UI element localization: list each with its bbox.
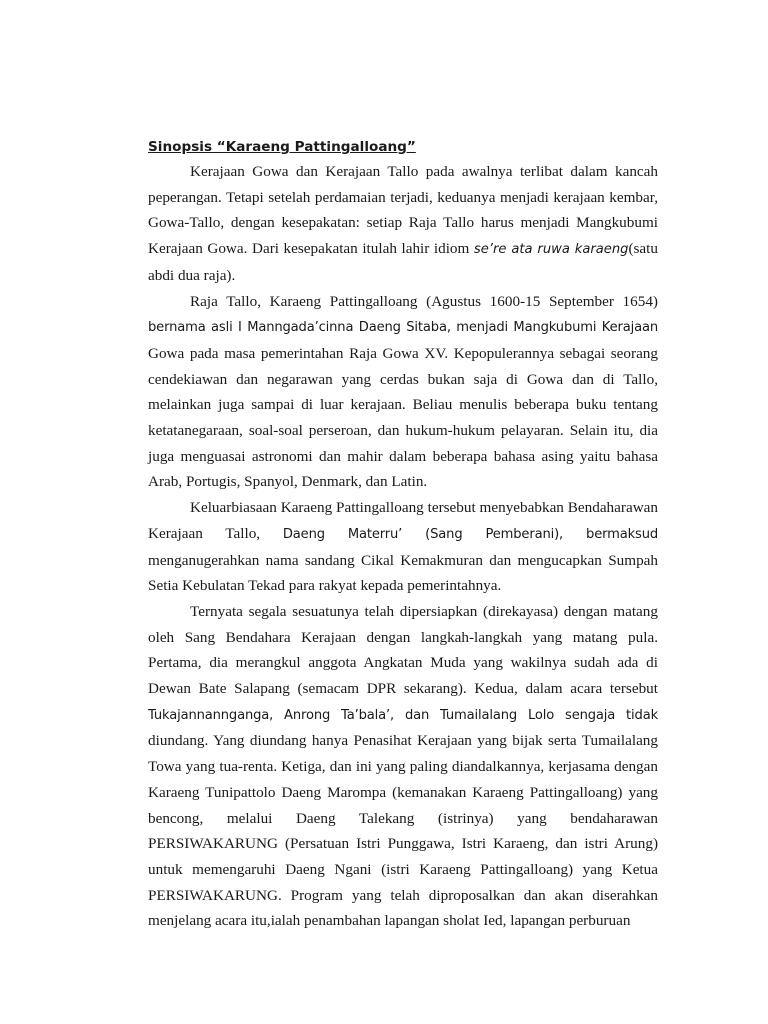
paragraph-2 — [148, 289, 658, 496]
document-body — [148, 136, 658, 934]
paragraph-3-text-c: menganugerahkan nama sandang Cikal Kemakmuran dan mengucapkan Sumpah Setia Kebulatan Tekad para rakyat kepada pemerintahnya. — [148, 551, 658, 595]
paragraph-3-text-b: Daeng Materru’ (Sang Pemberani), bermaksud — [282, 526, 658, 542]
paragraph-3 — [148, 495, 658, 599]
paragraph-3-text-a: Keluarbiasaan Karaeng Pattingalloang tersebut menyebabkan Bendaharawan Kerajaan Tallo, — [148, 499, 658, 542]
paragraph-2-text-a: Raja Tallo, Karaeng Pattingalloang (Agustus 1600-15 September 1654) — [190, 292, 658, 310]
paragraph-4-text-a: Ternyata segala sesuatunya telah dipersiapkan (direkayasa) dengan matang oleh Sang Bendahara Kerajaan dengan langkah-langkah yang matang pula. Pertama, dia merangkul anggota Angkatan Muda yang wakilnya sudah ada di Dewan Bate Salapang (semacam DPR sekarang). Kedua, dalam acara tersebut — [148, 602, 658, 698]
paragraph-2-text-c: Gowa pada masa pemerintahan Raja Gowa XV. Kepopulerannya sebagai seorang cendekiawan dan negarawan yang cerdas bukan saja di Gowa dan di Tallo, melainkan juga sampai di luar kerajaan. Beliau menulis beberapa buku tentang ketatanegaraan, soal-soal perseroan, dan hukum-hukum pelayaran. Selain itu, dia juga menguasai astronomi dan mahir dalam beberapa bahasa asing yaitu bahasa Arab, Portugis, Spanyol, Denmark, dan Latin. — [148, 344, 658, 491]
paragraph-2-text-b: bernama asli I Manngada’cinna Daeng Sitaba, menjadi Mangkubumi Kerajaan — [148, 320, 658, 336]
paragraph-4 — [148, 599, 658, 934]
paragraph-1 — [148, 159, 658, 289]
paragraph-4-text-c: diundang. Yang diundang hanya Penasihat Kerajaan yang bijak serta Tumailalang Towa yang tua-renta. Ketiga, dan ini yang paling diandalkannya, kerjasama dengan Karaeng Tunipattolo Daeng Marompa (kemanakan Karaeng Pattingalloang) yang bencong, melalui Daeng Talekang (istrinya) yang bendaharawan PERSIWAKARUNG (Persatuan Istri Punggawa, Istri Karaeng, dan istri Arung) untuk memengaruhi Daeng Ngani (istri Karaeng Pattingalloang) yang Ketua PERSIWAKARUNG. Program yang telah diproposalkan dan akan diserahkan menjelang acara itu,ialah penambahan lapangan sholat Ied, lapangan perburuan — [148, 732, 658, 930]
document-title: Sinopsis “Karaeng Pattingalloang” — [148, 139, 416, 155]
idiom-text: se’re ata ruwa karaeng — [473, 242, 629, 258]
paragraph-4-text-b: Tukajannannganga, Anrong Ta’bala’, dan Tumailalang Lolo sengaja tidak — [148, 707, 658, 723]
paragraph-1-text-b: (satu abdi dua raja). — [148, 240, 658, 284]
paragraph-1-text-a: Kerajaan Gowa dan Kerajaan Tallo pada awalnya terlibat dalam kancah peperangan. Tetapi setelah perdamaian terjadi, keduanya menjadi kerajaan kembar, Gowa-Tallo, dengan kesepakatan: setiap Raja Tallo harus menjadi Mangkubumi Kerajaan Gowa. Dari kesepakatan itulah lahir idiom — [148, 163, 658, 258]
